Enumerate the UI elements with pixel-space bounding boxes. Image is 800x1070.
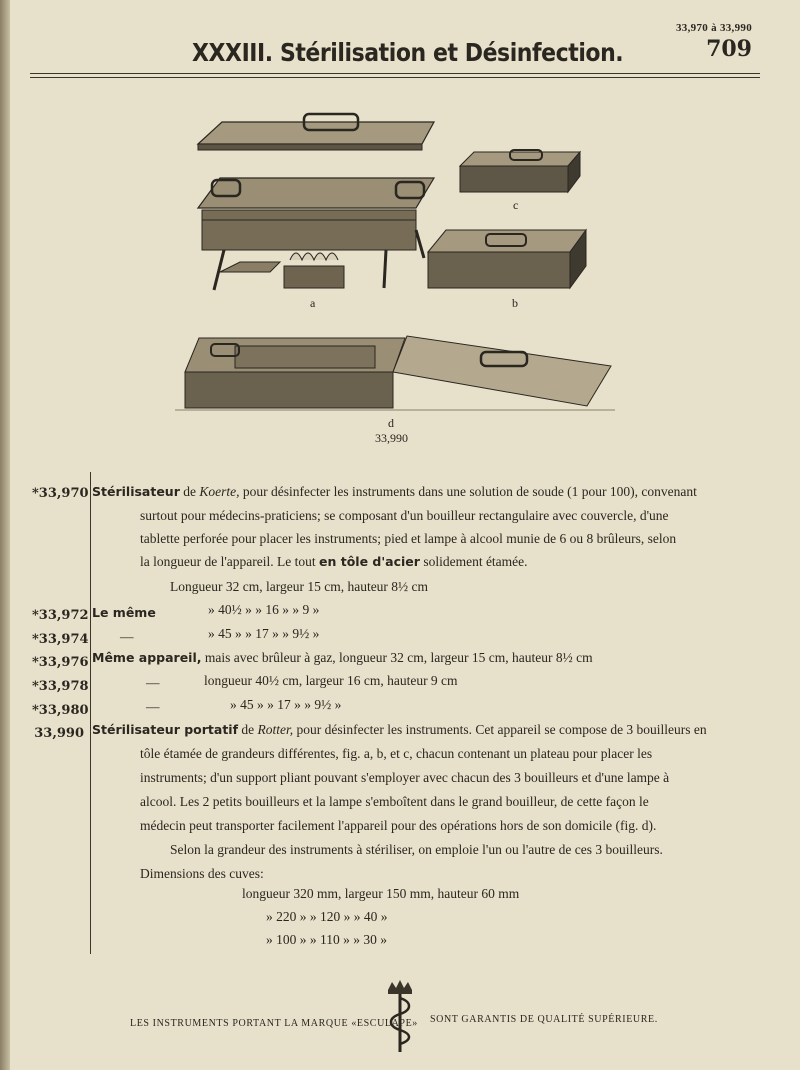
catalog-number: *33,970	[32, 486, 89, 501]
product-name: Le même	[92, 605, 156, 620]
catalog-number: *33,974	[32, 632, 89, 647]
product-name: Stérilisateur	[92, 484, 180, 499]
text-span: solidement étamée.	[419, 554, 528, 569]
text-span: de	[179, 484, 200, 499]
entry-line: Selon la grandeur des instruments à stériliser, on emploie l'un ou l'autre de ces 3 bouilleurs.	[170, 842, 663, 857]
page-number: 709	[706, 36, 752, 62]
dimensions-line: longueur 320 mm, largeur 150 mm, hauteur 60 mm	[242, 886, 520, 901]
figure-label-d: d	[388, 416, 394, 430]
dimensions-line: » 220 » » 120 » » 40 »	[266, 909, 388, 924]
catalog-number: 33,990	[34, 726, 84, 741]
product-name: Stérilisateur portatif	[92, 722, 239, 737]
page-title: XXXIII. Stérilisation et Désinfection.	[192, 38, 624, 67]
figure-label-a: a	[310, 296, 316, 310]
page-range: 33,970 à 33,990	[676, 22, 752, 34]
column-divider	[90, 472, 91, 954]
dash-mark: —	[146, 675, 160, 690]
dash-mark: —	[146, 699, 160, 714]
entry-line: Dimensions des cuves:	[140, 866, 264, 881]
figure-label-c: c	[513, 198, 519, 212]
entry-line: tablette perforée pour placer les instruments; pied et lampe à alcool munie de 6 ou 8 brûleurs, selon	[140, 531, 677, 546]
entry-line	[92, 722, 707, 738]
footer-text-right: SONT GARANTIS DE QUALITÉ SUPÉRIEURE.	[430, 1014, 658, 1025]
text-span: mais avec brûleur à gaz, longueur 32 cm, largeur 15 cm, hauteur 8½ cm	[201, 650, 593, 665]
text-span: pour désinfecter les instruments dans une solution de soude (1 pour 100), convenant	[239, 484, 697, 499]
catalog-number: *33,980	[32, 703, 89, 718]
entry-line: médecin peut transporter facilement l'appareil pour des opérations hors de son domicile (fig. d).	[140, 818, 657, 833]
dimensions-line: longueur 40½ cm, largeur 16 cm, hauteur 9 cm	[204, 673, 458, 688]
entry-line	[140, 554, 528, 570]
product-name: Même appareil,	[92, 650, 202, 665]
inventor-name: Koerte,	[199, 484, 240, 499]
catalog-page	[10, 0, 800, 1070]
entry-line	[92, 650, 593, 666]
esculape-logo-icon	[382, 978, 418, 1054]
header-rule	[30, 77, 760, 78]
figure-number: 33,990	[375, 431, 408, 445]
entry-line: instruments; d'un support pliant pouvant s'employer avec chacun des 3 bouilleurs et d'une lampe à	[140, 770, 670, 785]
entry-line	[92, 484, 697, 500]
text-span: de	[238, 722, 258, 737]
catalog-number: *33,972	[32, 608, 89, 623]
catalog-number: *33,976	[32, 655, 89, 670]
header-rule	[30, 73, 760, 74]
dimensions-line: » 100 » » 110 » » 30 »	[266, 932, 387, 947]
figure-a-large-sterilizer	[180, 110, 450, 295]
dimensions-line: » 45 » » 17 » » 9½ »	[230, 697, 342, 712]
dimensions-line: » 45 » » 17 » » 9½ »	[208, 626, 320, 641]
entry-line: surtout pour médecins-praticiens; se composant d'un bouilleur rectangulaire avec couvercle, d'une	[140, 508, 669, 523]
figure-label-b: b	[512, 296, 518, 310]
figure-d-packed-sterilizer	[175, 328, 615, 414]
dimensions-line: » 40½ » » 16 » » 9 »	[208, 602, 320, 617]
footer-text-left: LES INSTRUMENTS PORTANT LA MARQUE «ESCULAPE»	[130, 1018, 418, 1029]
figure-c-small-boiler	[450, 146, 590, 196]
book-binding-edge	[0, 0, 10, 1070]
entry-line: tôle étamée de grandeurs différentes, fig. a, b, et c, chacun contenant un plateau pour placer les	[140, 746, 653, 761]
inventor-name: Rotter,	[257, 722, 294, 737]
figure-b-medium-boiler	[418, 224, 593, 294]
material-highlight: en tôle d'acier	[319, 554, 420, 569]
entry-line: alcool. Les 2 petits bouilleurs et la lampe s'emboîtent dans le grand bouilleur, de cette façon le	[140, 794, 649, 809]
catalog-number: *33,978	[32, 679, 89, 694]
dimensions-line: Longueur 32 cm, largeur 15 cm, hauteur 8½ cm	[170, 579, 429, 594]
text-span: la longueur de l'appareil. Le tout	[140, 554, 319, 569]
entry-line	[92, 605, 156, 621]
dash-mark: —	[120, 629, 134, 644]
text-span: pour désinfecter les instruments. Cet appareil se compose de 3 bouilleurs en	[293, 722, 707, 737]
